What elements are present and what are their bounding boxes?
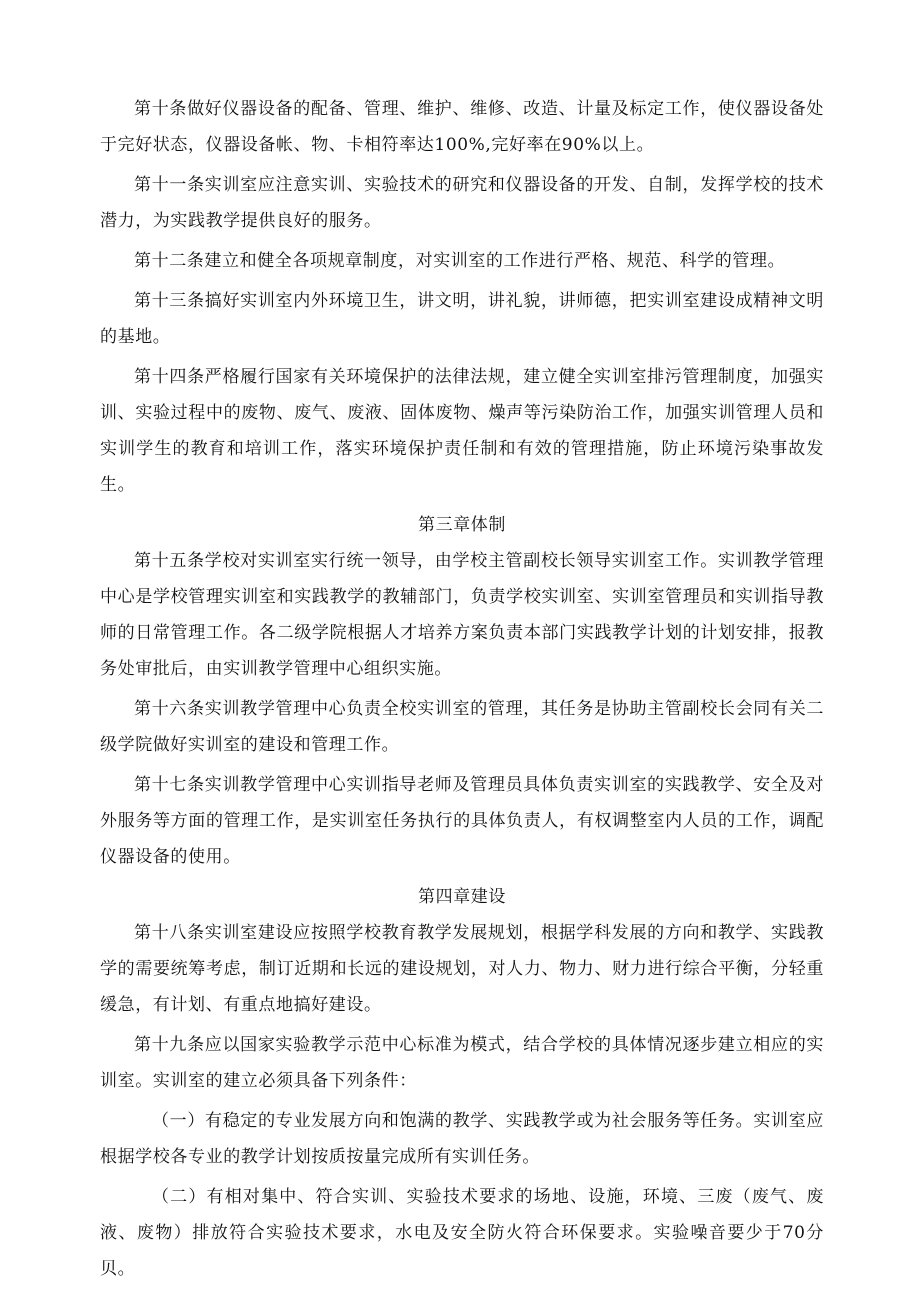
article-13: 第十三条搞好实训室内外环境卫生，讲文明，讲礼貌，讲师德，把实训室建设成精神文明的基地。 [100, 291, 824, 347]
article-19: 第十九条应以国家实验教学示范中心标准为模式，结合学校的具体情况逐步建立相应的实训室。实训室的建立必须具备下列条件： [100, 1035, 824, 1091]
article-18: 第十八条实训室建设应按照学校教育教学发展规划，根据学科发展的方向和教学、实践教学的需要统筹考虑，制订近期和长远的建设规划，对人力、物力、财力进行综合平衡，分轻重缓急，有计划、有重点地搞好建设。 [100, 923, 824, 1015]
condition-item-1: （一）有稳定的专业发展方向和饱满的教学、实践教学或为社会服务等任务。实训室应根据学校各专业的教学计划按质按量完成所有实训任务。 [100, 1111, 824, 1167]
article-14: 第十四条严格履行国家有关环境保护的法律法规，建立健全实训室排污管理制度，加强实训、实验过程中的废物、废气、废液、固体废物、燥声等污染防治工作，加强实训管理人员和实训学生的教育和培训工作，落实环境保护责任制和有效的管理措施，防止环境污染事故发生。 [100, 367, 824, 495]
article-11: 第十一条实训室应注意实训、实验技术的研究和仪器设备的开发、自制，发挥学校的技术潜力，为实践教学提供良好的服务。 [100, 175, 824, 231]
article-10: 第十条做好仪器设备的配备、管理、维护、维修、改造、计量及标定工作，使仪器设备处于完好状态，仪器设备帐、物、卡相符率达100%,完好率在90%以上。 [100, 99, 824, 155]
document-page [100, 91, 824, 1291]
article-12: 第十二条建立和健全各项规章制度，对实训室的工作进行严格、规范、科学的管理。 [134, 251, 786, 271]
chapter-3-heading: 第三章体制 [418, 515, 506, 535]
article-16: 第十六条实训教学管理中心负责全校实训室的管理，其任务是协助主管副校长会同有关二级学院做好实训室的建设和管理工作。 [100, 699, 824, 755]
chapter-4-heading: 第四章建设 [418, 887, 506, 907]
article-15: 第十五条学校对实训室实行统一领导，由学校主管副校长领导实训室工作。实训教学管理中心是学校管理实训室和实践教学的教辅部门，负责学校实训室、实训室管理员和实训指导教师的日常管理工作。各二级学院根据人才培养方案负责本部门实践教学计划的计划安排，报教务处审批后，由实训教学管理中心组织实施。 [100, 551, 824, 679]
condition-item-2: （二）有相对集中、符合实训、实验技术要求的场地、设施，环境、三废（废气、废液、废物）排放符合实验技术要求，水电及安全防火符合环保要求。实验噪音要少于70分贝。 [100, 1187, 824, 1279]
article-17: 第十七条实训教学管理中心实训指导老师及管理员具体负责实训室的实践教学、安全及对外服务等方面的管理工作，是实训室任务执行的具体负责人，有权调整室内人员的工作，调配仪器设备的使用。 [100, 775, 824, 867]
